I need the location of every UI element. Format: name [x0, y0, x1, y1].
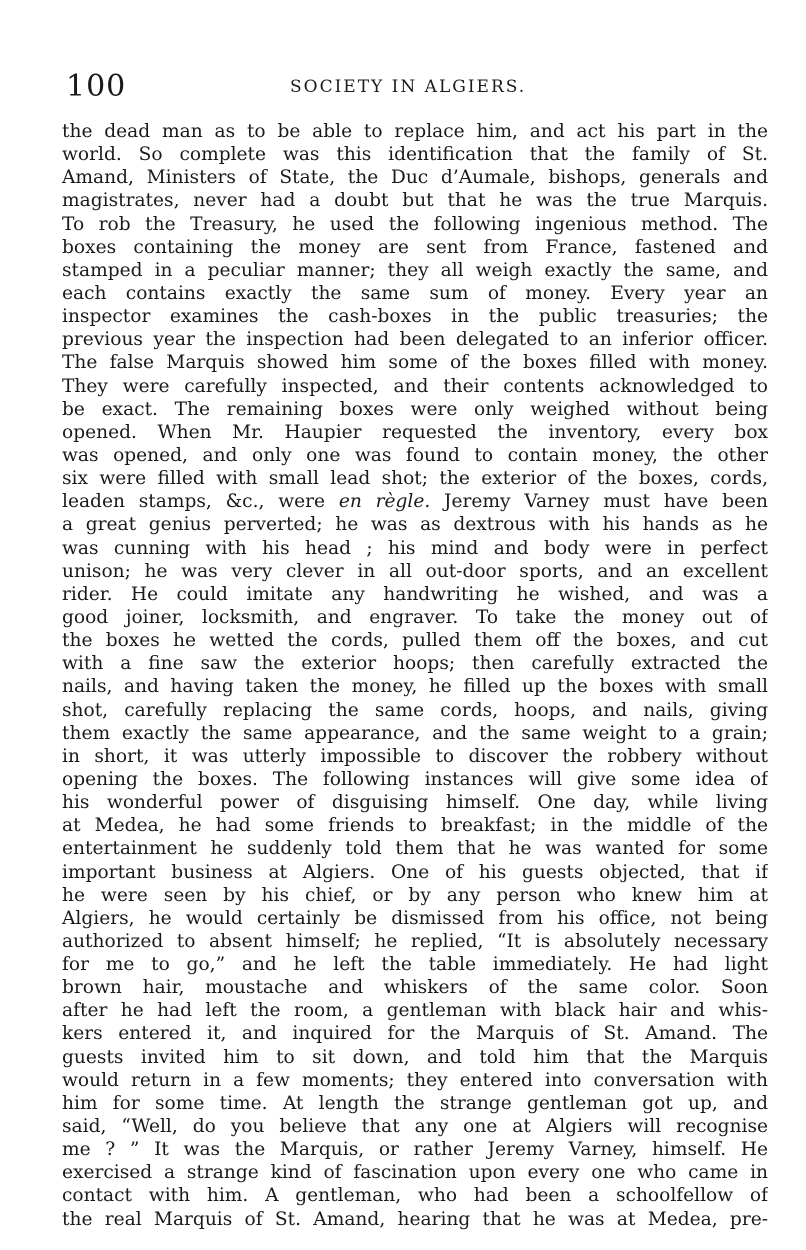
text-line: was cunning with his head ; his mind and body were in perfect — [62, 537, 768, 559]
text-line: good joiner, locksmith, and engraver. To take the money out of — [62, 606, 768, 628]
text-line: be exact. The remaining boxes were only weighed without being — [62, 398, 768, 420]
text-line: They were carefully inspected, and their contents acknowledged to — [62, 375, 768, 397]
text-line: was opened, and only one was found to contain money, the other — [62, 444, 768, 466]
text-line: a great genius perverted; he was as dextrous with his hands as he — [62, 514, 768, 536]
text-line: stamped in a peculiar manner; they all weigh exactly the same, and — [62, 259, 768, 281]
text-line: brown hair, moustache and whiskers of the same color. Soon — [62, 977, 768, 999]
text-line: would return in a few moments; they entered into conversation with — [62, 1069, 768, 1091]
text-line: opened. When Mr. Haupier requested the inventory, every box — [62, 421, 768, 443]
body-text — [62, 120, 768, 1231]
text-line: each contains exactly the same sum of money. Every year an — [62, 282, 768, 304]
page-header — [66, 70, 766, 104]
text-line: the real Marquis of St. Amand, hearing that he was at Medea, pre- — [62, 1208, 768, 1230]
text-line: The false Marquis showed him some of the boxes filled with money. — [62, 352, 768, 374]
text-line: the dead man as to be able to replace him, and act his part in the — [62, 121, 768, 142]
text-line: for me to go,” and he left the table immediately. He had light — [62, 954, 768, 976]
text-line: authorized to absent himself; he replied, “It is absolutely necessary — [62, 930, 768, 952]
text-line: said, “Well, do you believe that any one at Algiers will recognise — [62, 1116, 768, 1138]
text-line: magistrates, never had a doubt but that he was the true Marquis. — [62, 190, 768, 212]
text-line: shot, carefully replacing the same cords, hoops, and nails, giving — [62, 699, 768, 721]
text-line: his wonderful power of disguising himself. One day, while living — [62, 792, 768, 814]
text-line: him for some time. At length the strange gentleman got up, and — [62, 1092, 768, 1114]
text-line: at Medea, he had some friends to breakfast; in the middle of the — [62, 815, 768, 837]
text-line: guests invited him to sit down, and told him that the Marquis — [62, 1046, 768, 1068]
text-line: in short, it was utterly impossible to discover the robbery without — [62, 745, 768, 767]
text-line: with a fine saw the exterior hoops; then carefully extracted the — [62, 653, 768, 675]
text-line: boxes containing the money are sent from France, fastened and — [62, 236, 768, 258]
text-line: leaden stamps, &c., were en règle. Jeremy Varney must have been — [62, 491, 768, 513]
text-line: inspector examines the cash-boxes in the public treasuries; the — [62, 306, 768, 328]
text-line: kers entered it, and inquired for the Marquis of St. Amand. The — [62, 1023, 768, 1045]
text-line: entertainment he suddenly told them that he was wanted for some — [62, 838, 768, 860]
text-line: rider. He could imitate any handwriting he wished, and was a — [62, 583, 768, 605]
text-line: contact with him. A gentleman, who had been a schoolfellow of — [62, 1185, 768, 1207]
text-line: six were filled with small lead shot; the exterior of the boxes, cords, — [62, 468, 768, 490]
text-line: me ? ” It was the Marquis, or rather Jeremy Varney, himself. He — [62, 1139, 768, 1161]
text-line: previous year the inspection had been delegated to an inferior officer. — [62, 329, 768, 351]
text-line: them exactly the same appearance, and the same weight to a grain; — [62, 722, 768, 744]
page-number: 100 — [66, 69, 127, 104]
text-line: after he had left the room, a gentleman with black hair and whis- — [62, 1000, 768, 1022]
running-title: SOCIETY IN ALGIERS. — [290, 77, 527, 97]
text-line: exercised a strange kind of fascination upon every one who came in — [62, 1162, 768, 1184]
text-line: opening the boxes. The following instances will give some idea of — [62, 768, 768, 790]
text-line: he were seen by his chief, or by any person who knew him at — [62, 884, 768, 906]
text-line: world. So complete was this identification that the family of St. — [62, 144, 768, 166]
text-line: Amand, Ministers of State, the Duc d’Aumale, bishops, generals and — [62, 167, 768, 189]
text-line: nails, and having taken the money, he filled up the boxes with small — [62, 676, 768, 698]
text-line: important business at Algiers. One of his guests objected, that if — [62, 861, 768, 883]
text-line: To rob the Treasury, he used the following ingenious method. The — [62, 213, 768, 235]
text-line: Algiers, he would certainly be dismissed from his office, not being — [62, 907, 768, 929]
text-line: the boxes he wetted the cords, pulled them off the boxes, and cut — [62, 630, 768, 652]
text-line: unison; he was very clever in all out-door sports, and an excellent — [62, 560, 768, 582]
